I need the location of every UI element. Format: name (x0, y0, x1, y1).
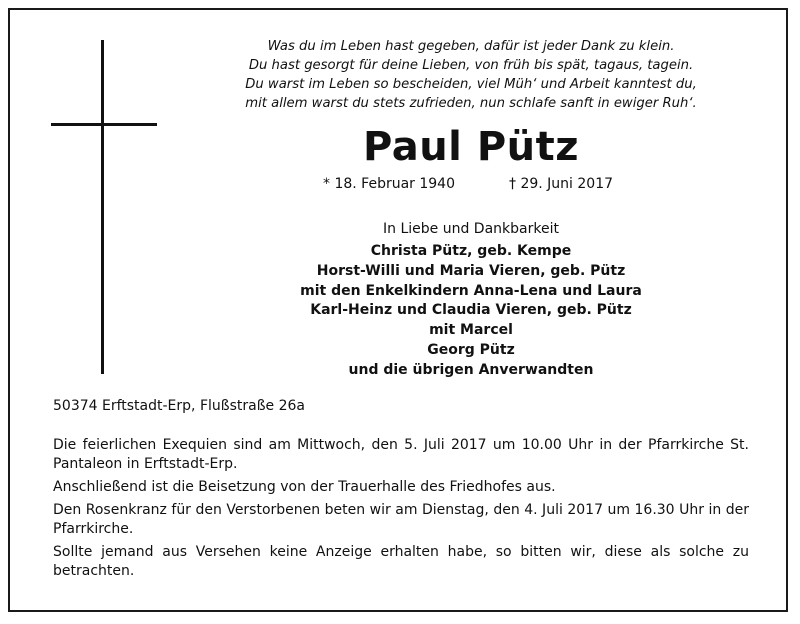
service-note: Die feierlichen Exequien sind am Mittwoch, den 5. Juli 2017 um 10.00 Uhr in der Pfarrkirche St. Pantaleon in Erftstadt-Erp. (53, 437, 749, 472)
service-notes (53, 436, 749, 585)
birth-date: * 18. Februar 1940 (323, 176, 455, 192)
deceased-name: Paul Pütz (362, 124, 580, 170)
mourner-line: mit Marcel (429, 322, 513, 339)
cross-vertical-bar (101, 40, 104, 374)
poem-line: Du hast gesorgt für deine Lieben, von früh bis spät, tagaus, tagein. (248, 58, 694, 73)
mourner-line: mit den Enkelkindern Anna-Lena und Laura (300, 282, 642, 299)
service-note: Sollte jemand aus Versehen keine Anzeige erhalten habe, so bitten wir, diese als solche zu betrachten. (53, 544, 749, 579)
service-note: Den Rosenkranz für den Verstorbenen beten wir am Dienstag, den 4. Juli 2017 um 16.30 Uhr in der Pfarrkirche. (53, 502, 749, 537)
poem-line: mit allem warst du stets zufrieden, nun schlafe sanft in ewiger Ruh‘. (245, 96, 697, 111)
family-address: 50374 Erftstadt-Erp, Flußstraße 26a (53, 398, 305, 414)
mourner-line: Horst-Willi und Maria Vieren, geb. Pütz (316, 262, 626, 279)
service-note: Anschließend ist die Beisetzung von der Trauerhalle des Friedhofes aus. (53, 479, 556, 495)
cross-horizontal-bar (51, 123, 157, 126)
death-date: † 29. Juni 2017 (509, 176, 614, 192)
mourner-line: Georg Pütz (427, 341, 515, 358)
mourner-line: Karl-Heinz und Claudia Vieren, geb. Pütz (310, 302, 632, 319)
poem-line: Was du im Leben hast gegeben, dafür ist jeder Dank zu klein. (267, 39, 675, 54)
dedication-line: In Liebe und Dankbarkeit (383, 221, 559, 237)
poem-line: Du warst im Leben so bescheiden, viel Müh‘ und Arbeit kanntest du, (245, 77, 697, 92)
memorial-poem (220, 37, 722, 113)
mourners-list (220, 242, 722, 381)
mourner-line: und die übrigen Anverwandten (348, 361, 594, 378)
mourner-line: Christa Pütz, geb. Kempe (370, 243, 572, 259)
